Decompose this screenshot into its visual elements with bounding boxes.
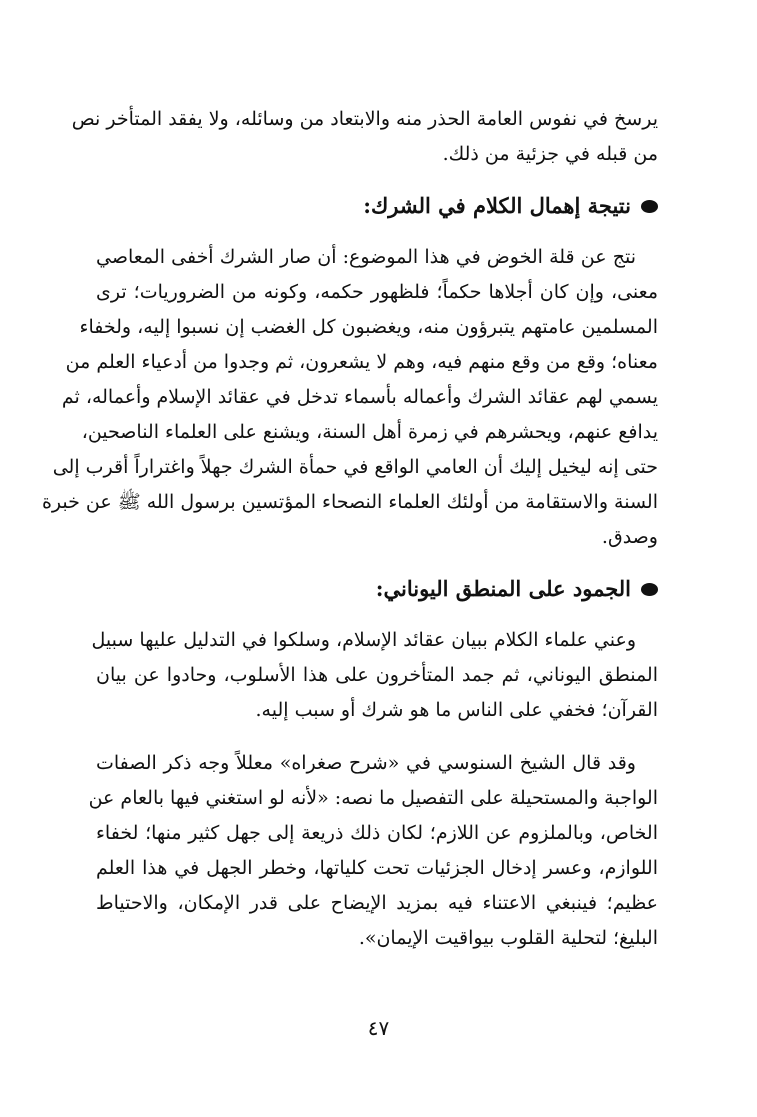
text-line: الواجبة والمستحيلة على التفصيل ما نصه: «لأنه لو استغني فيها بالعام عن (88, 787, 658, 809)
text-line: وعني علماء الكلام ببيان عقائد الإسلام، وسلكوا في التدليل عليها سبيل (91, 629, 636, 651)
text-line: القرآن؛ فخفي على الناس ما هو شرك أو سبب إليه. (255, 699, 658, 721)
text-line: يدافع عنهم، ويحشرهم في زمرة أهل السنة، ويشنع على العلماء الناصحين، (81, 421, 658, 443)
bullet-icon (641, 583, 658, 596)
paragraph-logic (91, 623, 658, 728)
text-line: حتى إنه ليخيل إليك أن العامي الواقع في حمأة الشرك جهلاً واغتراراً أقرب إلى (52, 456, 658, 478)
text-line: المنطق اليوناني، ثم جمد المتأخرون على هذا الأسلوب، وحادوا عن بيان (96, 664, 658, 686)
text-line: يرسخ في نفوس العامة الحذر منه والابتعاد من وسائله، ولا يفقد المتأخر نص (71, 108, 658, 130)
paragraph-shirk (41, 240, 658, 555)
paragraph-sanusi-quote (88, 746, 658, 956)
section-heading-logic (96, 571, 658, 607)
page-number: ٤٧ (367, 1016, 390, 1040)
text-line: معنى، وإن كان أجلاها حكماً؛ فلظهور حكمه، وكونه من الضروريات؛ ترى (96, 281, 658, 303)
section-heading-shirk (96, 188, 658, 224)
text-line: يسمي لهم عقائد الشرك وأعماله بأسماء تدخل في عقائد الإسلام وأعماله، ثم (61, 386, 658, 408)
text-line: معناه؛ وقع من وقع منهم فيه، وهم لا يشعرون، ثم وجدوا من أدعياء العلم من (65, 351, 658, 373)
text-line: المسلمين عامتهم يتبرؤون منه، ويغضبون كل الغضب إن نسبوا إليه، ولخفاء (79, 316, 658, 338)
text-line: عظيم؛ فينبغي الاعتناء فيه بمزيد الإيضاح على قدر الإمكان، والاحتياط (96, 892, 658, 914)
text-line: اللوازم، وعسر إدخال الجزئيات تحت كلياتها، وخطر الجهل في هذا العلم (96, 857, 658, 879)
text-line: السنة والاستقامة من أولئك العلماء النصحاء المؤتسين برسول الله ﷺ عن خبرة (41, 491, 658, 513)
text-line: البليغ؛ لتحلية القلوب بيواقيت الإيمان». (358, 927, 658, 949)
text-line: وقد قال الشيخ السنوسي في «شرح صغراه» معللاً وجه ذكر الصفات (96, 752, 636, 774)
heading-text: الجمود على المنطق اليوناني: (375, 576, 631, 601)
text-line: من قبله في جزئية من ذلك. (442, 143, 658, 165)
text-line: نتج عن قلة الخوض في هذا الموضوع: أن صار الشرك أخفى المعاصي (96, 246, 636, 268)
heading-text: نتيجة إهمال الكلام في الشرك: (363, 193, 631, 218)
bullet-icon (641, 200, 658, 213)
text-line: وصدق. (601, 526, 658, 548)
page-body (41, 102, 658, 956)
paragraph-continuation (71, 102, 658, 172)
text-line: الخاص، وبالملزوم عن اللازم؛ لكان ذلك ذريعة إلى جهل كثير منها؛ لخفاء (96, 822, 658, 844)
